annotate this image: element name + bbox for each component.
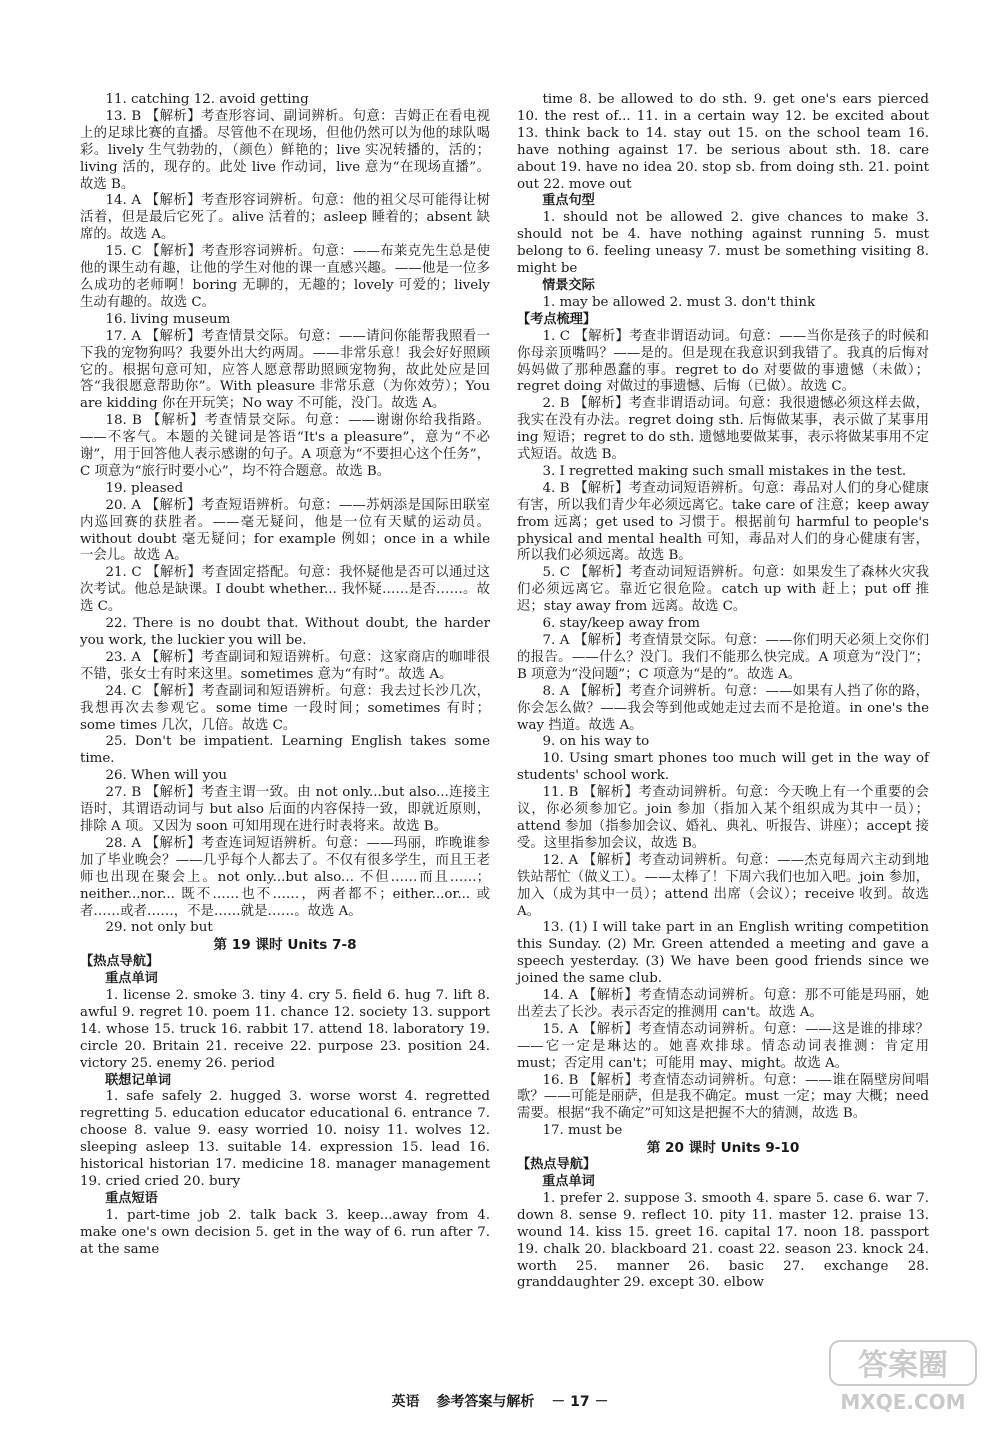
right-paragraph: 10. Using smart phones too much will get in the way of students' school work.: [517, 751, 929, 784]
footer-page-number: － 17 －: [551, 1394, 609, 1410]
right-paragraph: 7. A 【解析】考查情景交际。句意：——你们明天必须上交你们的报告。——什么？没门。我们不能那么快完成。A 项意为“没门”；B 项意为“没问题”；C 项意为“是的”。故选 A。: [517, 633, 929, 682]
left-subheading: 重点单词: [105, 971, 158, 987]
right-subheading: 情景交际: [542, 277, 595, 293]
right-section-heading: 【考点梳理】: [517, 311, 597, 327]
left-paragraph: 19. pleased: [105, 480, 184, 496]
right-paragraph: 2. B 【解析】考查非谓语动词。句意：我很遗憾必须这样去做，我实在没有办法。regret doing sth. 后悔做某事，表示做了某事用 ing 短语；regret to do sth. 遗憾地要做某事，表示将做某事用不定式短语。故选 B。: [517, 396, 929, 463]
footer-title: 参考答案与解析: [436, 1394, 535, 1410]
right-column: [517, 92, 929, 1292]
left-column: [80, 92, 490, 1259]
right-section-heading: 【热点导航】: [517, 1157, 597, 1173]
right-paragraph: 15. A 【解析】考查情态动词辨析。句意：——这是谁的排球？——它一定是琳达的。她喜欢排球。情态动词表推测：肯定用 must；否定用 can't；可能用 may、might。故选 A。: [517, 1021, 929, 1071]
left-paragraph: 17. A 【解析】考查情景交际。句意：——请问你能帮我照看一下我的宠物狗吗？我要外出大约两周。——非常乐意！我会好好照顾它的。根据句意可知，应答人愿意帮助照顾宠物狗，故此处应是回答“我很愿意帮助你”。With pleasure 非常乐意（为你效劳）；You are kidding 你在开玩笑；No way 不可能，没门。故选 A。: [80, 328, 490, 412]
right-paragraph: 16. B 【解析】考查情态动词辨析。句意：——谁在隔壁房间唱歌？——可能是丽萨，但是我不确定。must 一定；may 大概；need 需要。根据“我不确定”可知这是把握不大的猜测，故选 B。: [517, 1072, 929, 1122]
left-lesson-title: 第 19 课时 Units 7-8: [213, 937, 357, 954]
right-paragraph: time 8. be allowed to do sth. 9. get one's ears pierced 10. the rest of... 11. in a certain way 12. be excited about 13. think back to 14. stay out 15. on the school team 16. have nothing against 17. be serious about sth. 18. care about 19. have no idea 20. stop sb. from doing sth. 21. point out 22. move out: [517, 92, 929, 192]
left-paragraph: 21. C 【解析】考查固定搭配。句意：我怀疑他是否可以通过这次考试。他总是缺课。I doubt whether... 我怀疑……是否……。故选 C。: [80, 565, 490, 615]
right-paragraph: 9. on his way to: [542, 734, 650, 750]
left-paragraph: 28. A 【解析】考查连词短语辨析。句意：——玛丽，昨晚谁参加了毕业晚会？——几乎每个人都去了。不仅有很多学生，而且王老师也出现在聚会上。not only...but also... 不但……而且……；neither...nor... 既不……也不……，两者都不；either...or... 或者……或者……，不是……就是……。故选 A。: [80, 835, 490, 919]
right-paragraph: 3. I regretted making such small mistakes in the test.: [542, 463, 907, 479]
right-paragraph: 6. stay/keep away from: [542, 616, 700, 632]
right-paragraph: 12. A 【解析】考查动词辨析。句意：——杰克每周六主动到地铁站帮忙（做义工）。——太棒了！下周六我们也加入吧。join 参加，加入（成为其中一员）；attend 出席（会议）；receive 收到。故选 A。: [517, 852, 929, 919]
left-paragraph: 1. safe safely 2. hugged 3. worse worst 4. regretted regretting 5. education educator educational 6. entrance 7. choose 8. value 9. easy worried 10. noisy 11. wolves 12. sleeping asleep 13. suitable 14. expression 15. lead 16. historical historian 17. medicine 18. manager management 19. cried cried 20. bury: [80, 1089, 490, 1189]
left-paragraph: 13. B 【解析】考查形容词、副词辨析。句意：吉姆正在看电视上的足球比赛的直播。尽管他不在现场，但他仍然可以为他的球队喝彩。lively 生气勃勃的，（颜色）鲜艳的；live 实况转播的，活的；living 活的，现存的。此处 live 作动词，live 意为“在现场直播”。故选 B。: [80, 108, 490, 192]
right-paragraph: 8. A 【解析】考查介词辨析。句意：——如果有人挡了你的路，你会怎么做？——我会等到他或她走过去而不是抢道。in one's the way 挡道。故选 A。: [517, 683, 929, 733]
left-paragraph: 11. catching 12. avoid getting: [105, 92, 309, 107]
right-paragraph: 5. C 【解析】考查动词短语辨析。句意：如果发生了森林火灾我们必须远离它。靠近它很危险。catch up with 赶上；put off 推迟；stay away from 远离。故选 C。: [517, 565, 929, 615]
left-paragraph: 20. A 【解析】考查短语辨析。句意：——苏炳添是国际田联室内巡回赛的获胜者。——毫无疑问，他是一位有天赋的运动员。without doubt 毫无疑问；for example 例如；once in a while 一会儿。故选 A。: [80, 497, 490, 564]
left-paragraph: 1. part-time job 2. talk back 3. keep...away from 4. make one's own decision 5. get in the way of 6. run after 7. at the same: [80, 1207, 490, 1257]
left-paragraph: 14. A 【解析】考查形容词辨析。句意：他的祖父尽可能得让树活着，但是最后它死了。alive 活着的；asleep 睡着的；absent 缺席的。故选 A。: [80, 193, 490, 243]
left-subheading: 联想记单词: [105, 1072, 172, 1088]
right-paragraph: 13. (1) I will take part in an English writing competition this Sunday. (2) Mr. Green attended a meeting and gave a speech yesterday. (3) We have been good friends since we joined the same club.: [517, 920, 929, 987]
right-paragraph: 1. may be allowed 2. must 3. don't think: [542, 294, 816, 310]
right-subheading: 重点句型: [542, 193, 595, 209]
right-lesson-title: 第 20 课时 Units 9-10: [646, 1140, 800, 1157]
left-paragraph: 26. When will you: [105, 768, 228, 784]
left-paragraph: 16. living museum: [105, 311, 231, 327]
right-paragraph: 11. B 【解析】考查动词辨析。句意：今天晚上有一个重要的会议，你必须参加它。join 参加（指加入某个组织成为其中一员）；attend 参加（指参加会议、婚礼、典礼、听报告、讲座）；accept 接受。这里指参加会议，故选 B。: [517, 785, 929, 851]
left-paragraph: 24. C 【解析】考查副词和短语辨析。句意：我去过长沙几次，我想再次去参观它。some time 一段时间；sometimes 有时；some times 几次，几倍。故选 C。: [80, 683, 490, 733]
left-paragraph: 25. Don't be impatient. Learning English takes some time.: [80, 734, 490, 767]
watermark-logo: [828, 1339, 978, 1415]
right-subheading: 重点单词: [542, 1174, 595, 1189]
watermark-line1: 答案圈: [858, 1348, 948, 1383]
right-paragraph: 1. should not be allowed 2. give chances to make 3. should not be 4. have nothing against running 5. must belong to 6. feeling uneasy 7. must be something visiting 8. might be: [517, 210, 929, 277]
left-paragraph: 22. There is no doubt that. Without doubt, the harder you work, the luckier you will be.: [80, 616, 490, 648]
left-paragraph: 23. A 【解析】考查副词和短语辨析。句意：这家商店的咖啡很不错，张女士有时来这里。sometimes 意为“有时”。故选 A。: [80, 649, 490, 682]
left-subheading: 重点短语: [105, 1190, 158, 1206]
left-paragraph: 18. B 【解析】考查情景交际。句意：——谢谢你给我指路。——不客气。本题的关键词是答语“It's a pleasure”，意为“不必谢”，用于回答他人表示感谢的句子。A 项意为“不要担心这个任务”，C 项意为“旅行时要小心”，均不符合题意。故选 B。: [80, 413, 490, 479]
watermark-line2: MXQE.COM: [840, 1390, 966, 1414]
left-section-heading: 【热点导航】: [80, 954, 160, 970]
left-paragraph: 29. not only but: [105, 920, 213, 936]
left-paragraph: 27. B 【解析】考查主谓一致。由 not only...but also...连接主语时，其谓语动词与 but also 后面的内容保持一致，即就近原则，排除 A 项。又因为 soon 可知用现在进行时表将来。故选 B。: [80, 785, 490, 834]
left-paragraph: 15. C 【解析】考查形容词辨析。句意：——布莱克先生总是使他的课生动有趣，让他的学生对他的课一直感兴趣。——他是一位多么成功的老师啊！boring 无聊的，无趣的；lovely 可爱的；lively 生动有趣的。故选 C。: [80, 244, 490, 310]
right-paragraph: 4. B 【解析】考查动词短语辨析。句意：毒品对人们的身心健康有害，所以我们青少年必须远离它。take care of 注意；keep away from 远离；get used to 习惯于。根据前句 harmful to people's physical and mental health 可知，毒品对人们的身心健康有害，所以我们必须远离。故选 B。: [517, 480, 929, 564]
footer-subject: 英语: [391, 1394, 420, 1410]
right-paragraph: 1. C 【解析】考查非谓语动词。句意：——当你是孩子的时候和你母亲顶嘴吗？——是的。但是现在我意识到我错了。我真的后悔对妈妈做了那种愚蠢的事。regret to do 对要做的事遗憾（未做）；regret doing 对做过的事遗憾、后悔（已做）。故选 C。: [517, 328, 929, 395]
right-paragraph: 1. prefer 2. suppose 3. smooth 4. spare 5. case 6. war 7. down 8. sense 9. reflect 10. pity 11. master 12. praise 13. wound 14. kiss 15. greet 16. capital 17. noon 18. passport 19. chalk 20. blackboard 21. coast 22. season 23. knock 24. worth 25. manner 26. basic 27. exchange 28. granddaughter 29. except 30. elbow: [517, 1190, 929, 1291]
left-paragraph: 1. license 2. smoke 3. tiny 4. cry 5. field 6. hug 7. lift 8. awful 9. regret 10. poem 11. chance 12. society 13. support 14. whose 15. truck 16. rabbit 17. attend 18. laboratory 19. circle 20. Britain 21. receive 22. purpose 23. position 24. victory 25. enemy 26. period: [80, 988, 490, 1071]
right-paragraph: 14. A 【解析】考查情态动词辨析。句意：那不可能是玛丽，她出差去了长沙。表示否定的推测用 can't。故选 A。: [517, 988, 929, 1020]
right-paragraph: 17. must be: [542, 1123, 623, 1139]
